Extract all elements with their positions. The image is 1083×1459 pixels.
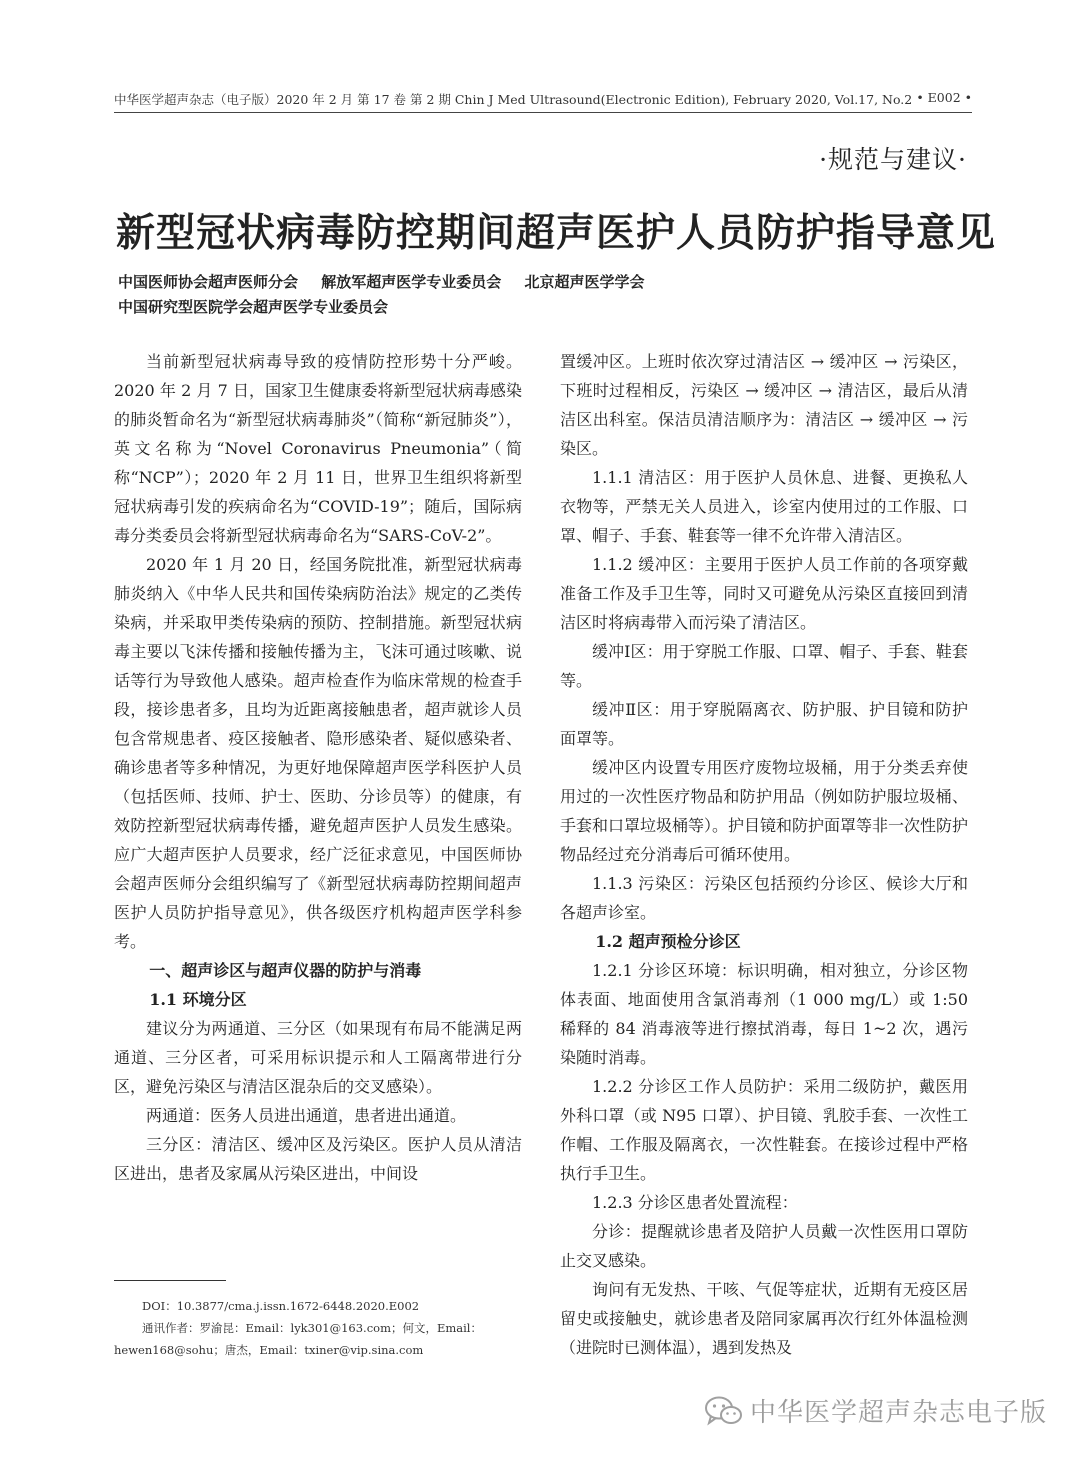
paragraph: 三分区：清洁区、缓冲区及污染区。医护人员从清洁区进出，患者及家属从污染区进出，中间设 (114, 1135, 522, 1183)
paragraph: 1.1.2 缓冲区：主要用于医护人员工作前的各项穿戴准备工作及手卫生等，同时又可避免从污染区直接回到清洁区时将病毒带入而污染了清洁区。 (560, 555, 968, 632)
right-column (560, 347, 968, 1362)
footnote-divider (114, 1280, 226, 1281)
subsection-heading: 1.2 超声预检分诊区 (595, 932, 741, 951)
paragraph: 当前新型冠状病毒导致的疫情防控形势十分严峻。2020 年 2 月 7 日，国家卫生健康委将新型冠状病毒感染的肺炎暂命名为“新型冠状病毒肺炎”（简称“新冠肺炎”），英文名称为“Novel Coronavirus Pneumonia”（简称“NCP”）；2020 年 2 月 11 日，世界卫生组织将新型冠状病毒引发的疾病命名为“COVID-19”；随后，国际病毒分类委员会将新型冠状病毒命名为“SARS-CoV-2”。 (114, 352, 522, 545)
paragraph: 缓冲Ⅱ区：用于穿脱隔离衣、防护服、护目镜和防护面罩等。 (560, 700, 968, 748)
paragraph: 2020 年 1 月 20 日，经国务院批准，新型冠状病毒肺炎纳入《中华人民共和国传染病防治法》规定的乙类传染病，并采取甲类传染病的预防、控制措施。新型冠状病毒主要以飞沫传播和接触传播为主，飞沫可通过咳嗽、说话等行为导致他人感染。超声检查作为临床常规的检查手段，接诊患者多，且均为近距离接触患者，超声就诊人员包含常规患者、疫区接触者、隐形感染者、疑似感染者、确诊患者等多种情况，为更好地保障超声医学科医护人员（包括医师、技师、护士、医助、分诊员等）的健康，有效防控新型冠状病毒传播，避免超声医护人员发生感染。应广大超声医护人员要求，经广泛征求意见，中国医师协会超声医师分会组织编写了《新型冠状病毒防控期间超声医护人员防护指导意见》，供各级医疗机构超声医学科参考。 (114, 555, 522, 951)
author-line-2: 中国研究型医院学会超声医学专业委员会 (118, 298, 389, 316)
section-label: ·规范与建议· (819, 145, 967, 174)
section-heading: 一、超声诊区与超声仪器的防护与消毒 (149, 961, 422, 980)
author-list (118, 270, 978, 320)
subsection-heading: 1.1 环境分区 (149, 990, 247, 1009)
paragraph: 1.2.2 分诊区工作人员防护：采用二级防护，戴医用外科口罩（或 N95 口罩）、护目镜、乳胶手套、一次性工作帽、工作服及隔离衣，一次性鞋套。在接诊过程中严格执行手卫生。 (560, 1077, 968, 1183)
paragraph: 询问有无发热、干咳、气促等症状，近期有无疫区居留史或接触史，就诊患者及陪同家属再次行红外体温检测（进院时已测体温），遇到发热及 (560, 1280, 968, 1357)
paragraph: 缓冲Ⅰ区：用于穿脱工作服、口罩、帽子、手套、鞋套等。 (560, 642, 968, 690)
paragraph: 1.2.1 分诊区环境：标识明确，相对独立，分诊区物体表面、地面使用含氯消毒剂（1 000 mg/L）或 1:50 稀释的 84 消毒液等进行擦拭消毒，每日 1~2 次，遇污染随时消毒。 (560, 961, 968, 1067)
running-head (114, 90, 972, 113)
author-group: 解放军超声医学专业委员会 (321, 273, 502, 291)
wechat-icon (704, 1395, 744, 1427)
doi-line: DOI：10.3877/cma.j.issn.1672-6448.2020.E002 (142, 1299, 420, 1313)
corresponding-author: 通讯作者：罗渝昆：Email：lyk301@163.com；何文，Email： (142, 1321, 482, 1335)
paragraph: 缓冲区内设置专用医疗废物垃圾桶，用于分类丢弃使用过的一次性医疗物品和防护用品（例如防护服垃圾桶、手套和口罩垃圾桶等）。护目镜和防护面罩等非一次性防护物品经过充分消毒后可循环使用。 (560, 758, 969, 864)
paragraph: 1.1.3 污染区：污染区包括预约分诊区、候诊大厅和各超声诊室。 (560, 874, 968, 922)
corresponding-author-cont: hewen168@sohu；唐杰，Email：txiner@vip.sina.com (114, 1343, 424, 1357)
paragraph: 分诊：提醒就诊患者及陪护人员戴一次性医用口罩防止交叉感染。 (560, 1222, 968, 1270)
paragraph: 1.2.3 分诊区患者处置流程： (592, 1193, 798, 1212)
article-title: 新型冠状病毒防控期间超声医护人员防护指导意见 (116, 210, 997, 256)
author-group: 中国医师协会超声医师分会 (118, 273, 299, 291)
paragraph: 1.1.1 清洁区：用于医护人员休息、进餐、更换私人衣物等，严禁无关人员进入，诊室内使用过的工作服、口罩、帽子、手套、鞋套等一律不允许带入清洁区。 (560, 468, 968, 545)
watermark (704, 1392, 1047, 1429)
paragraph: 两通道：医务人员进出通道，患者进出通道。 (146, 1106, 467, 1125)
left-column (114, 347, 522, 1188)
footnotes (114, 1295, 524, 1361)
watermark-text: 中华医学超声杂志电子版 (749, 1398, 1047, 1428)
paragraph: 建议分为两通道、三分区（如果现有布局不能满足两通道、三分区者，可采用标识提示和人工隔离带进行分区，避免污染区与清洁区混杂后的交叉感染）。 (114, 1019, 522, 1096)
journal-citation: 中华医学超声杂志（电子版）2020 年 2 月 第 17 卷 第 2 期 Chin J Med Ultrasound(Electronic Edition), February 2020, Vol.17, No.2 (114, 92, 913, 107)
author-line-1 (118, 270, 978, 295)
author-group: 北京超声医学学会 (524, 273, 645, 291)
page-number: • E002 • (916, 90, 972, 105)
paragraph: 置缓冲区。上班时依次穿过清洁区 → 缓冲区 → 污染区，下班时过程相反，污染区 → 缓冲区 → 清洁区，最后从清洁区出科室。保洁员清洁顺序为：清洁区 → 缓冲区 → 污染区。 (560, 352, 968, 458)
